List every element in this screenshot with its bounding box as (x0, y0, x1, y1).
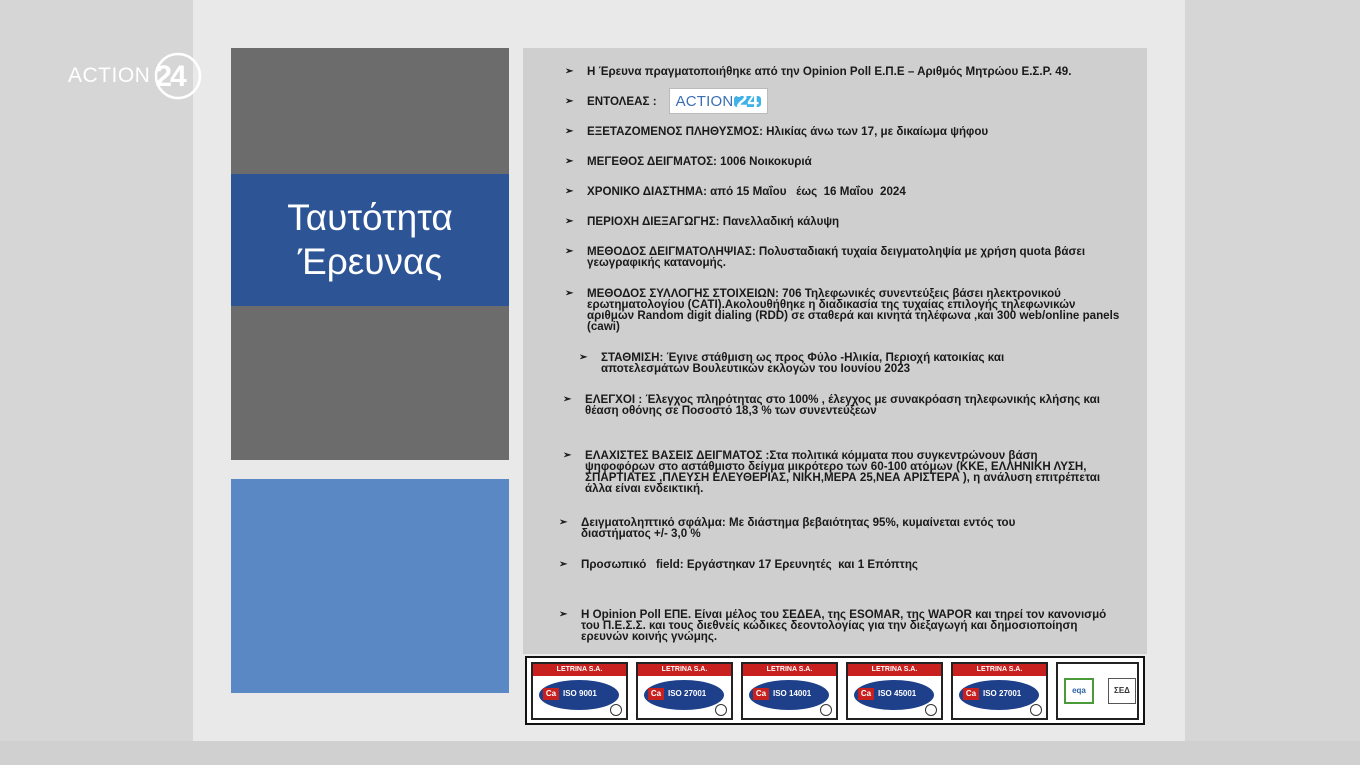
client-logo: ACTION 24 (669, 88, 768, 114)
list-item: ➢ ΜΕΘΟΔΟΣ ΣΥΛΛΟΓΗΣ ΣΤΟΙΧΕΙΩΝ: 706 Τηλεφωνικές συνεντεύξεις βάσει ηλεκτρονικού ερωτηματολογίου (CATI).Ακολουθήθηκε η διαδικασία της τυχαίας επιλογής τηλεφωνικών αριθμών Random digit dialing (RDD) σε σταθερά και κινητά τηλέφωνα ,και 300 web/online panels (cawi) (565, 287, 1120, 333)
list-item: ➢ ΕΞΕΤΑΖΟΜΕΝΟΣ ΠΛΗΘΥΣΜΟΣ: Ηλικίας άνω των 17, με δικαίωμα ψήφου (565, 125, 989, 138)
bullet-arrow-icon: ➢ (579, 352, 588, 363)
seal-icon (925, 704, 937, 716)
eqa-logo-icon: eqa (1064, 678, 1094, 704)
bullet-arrow-icon: ➢ (565, 288, 574, 299)
bullet-arrow-icon: ➢ (559, 559, 568, 570)
bullet-arrow-icon: ➢ (565, 156, 574, 167)
bottom-band (0, 741, 1360, 765)
decor-gray-bottom (231, 306, 509, 460)
certificate-badge: LETRINA S.A. Ca ISO 27001 (636, 662, 733, 720)
decor-light-blue (231, 479, 509, 693)
list-item: ➢ ΕΝΤΟΛΕΑΣ : ACTION 24 (565, 96, 1135, 114)
bullet-arrow-icon: ➢ (563, 450, 572, 461)
list-item: ➢ ΕΛΕΓΧΟΙ : Έλεγχος πληρότητας στο 100% , έλεγχος με συνακρόαση τηλεφωνικής κλήσης και θέαση οθόνης σε Ποσοστό 18,3 % των συνεντεύξεων (563, 393, 1100, 417)
seal-icon (610, 704, 622, 716)
list-item: ➢ Προσωπικό field: Εργάστηκαν 17 Ερευνητές και 1 Επόπτης (559, 558, 918, 571)
bullet-arrow-icon: ➢ (565, 96, 574, 107)
list-item: ➢ ΠΕΡΙΟΧΗ ΔΙΕΞΑΓΩΓΗΣ: Πανελλαδική κάλυψη (565, 215, 840, 228)
channel-logo-number: 24 (152, 50, 204, 102)
bullet-arrow-icon: ➢ (565, 126, 574, 137)
certificate-badge: LETRINA S.A. Ca ISO 9001 (531, 662, 628, 720)
list-item: ➢ Η Έρευνα πραγματοποιήθηκε από την Opinion Poll Ε.Π.Ε – Αριθμός Μητρώου Ε.Σ.Ρ. 49. (565, 65, 1072, 78)
list-item: ➢ ΧΡΟΝΙΚΟ ΔΙΑΣΤΗΜΑ: από 15 Μαΐου έως 16 Μαΐου 2024 (565, 185, 906, 198)
slide-title: Ταυτότητα Έρευνας (287, 197, 453, 282)
channel-logo-text: ACTION (68, 64, 151, 87)
certificate-badge: LETRINA S.A. Ca ISO 45001 (846, 662, 943, 720)
bullet-arrow-icon: ➢ (565, 186, 574, 197)
bullet-arrow-icon: ➢ (565, 66, 574, 77)
seal-icon (1030, 704, 1042, 716)
certifications-bar (525, 656, 1145, 725)
bullet-arrow-icon: ➢ (559, 517, 568, 528)
bullet-arrow-icon: ➢ (559, 609, 568, 620)
decor-gray-top (231, 48, 509, 174)
list-item: ➢ Η Opinion Poll ΕΠΕ. Είναι μέλος του ΣΕΔΕΑ, της ESOMAR, της WAPOR και τηρεί τον κανονισμό του Π.Ε.Σ.Σ. και τους διεθνείς κώδικες δεοντολογίας για την διεξαγωγή και δημοσιοποίηση ερευνών κοινής γνώμης. (559, 608, 1107, 643)
list-item: ➢ ΕΛΑΧΙΣΤΕΣ ΒΑΣΕΙΣ ΔΕΙΓΜΑΤΟΣ :Στα πολιτικά κόμματα που συγκεντρώνουν βάση ψηφοφόρων στο αστάθμιστο δείγμα μικρότερο των 60-100 ατόμων (ΚΚΕ, ΕΛΛΗΝΙΚΗ ΛΥΣΗ, ΣΠΑΡΤΙΑΤΕΣ ,ΠΛΕΥΣΗ ΕΛΕΥΘΕΡΙΑΣ, ΝΙΚΗ,ΜΕΡΑ 25,ΝΕΑ ΑΡΙΣΤΕΡΑ ), η ανάλυση επιτρέπεται άλλα είναι ενδεικτική. (563, 449, 1101, 495)
seal-icon (820, 704, 832, 716)
list-item: ➢ ΣΤΑΘΜΙΣΗ: Έγινε στάθμιση ως προς Φύλο -Ηλικία, Περιοχή κατοικίας και αποτελεσμάτων Βουλευτικών εκλογών του Ιουνίου 2023 (579, 351, 1005, 375)
title-block (231, 174, 509, 306)
list-item: ➢ ΜΕΘΟΔΟΣ ΔΕΙΓΜΑΤΟΛΗΨΙΑΣ: Πολυσταδιακή τυχαία δειγματοληψία με χρήση quota βάσει γεωγραφικής κατανομής. (565, 245, 1086, 269)
list-item: ➢ ΜΕΓΕΘΟΣ ΔΕΙΓΜΑΤΟΣ: 1006 Νοικοκυριά (565, 155, 812, 168)
bullet-arrow-icon: ➢ (565, 246, 574, 257)
certificate-badge: LETRINA S.A. Ca ISO 27001 (951, 662, 1048, 720)
bullet-arrow-icon: ➢ (565, 216, 574, 227)
sed-logo-icon: ΣΕΔ (1108, 678, 1136, 704)
channel-logo (68, 48, 204, 104)
certificate-badge: LETRINA S.A. Ca ISO 14001 (741, 662, 838, 720)
seal-icon (715, 704, 727, 716)
bullet-arrow-icon: ➢ (563, 394, 572, 405)
membership-badge (1056, 662, 1139, 720)
info-panel (523, 48, 1147, 654)
list-item: ➢ Δειγματοληπτικό σφάλμα: Με διάστημα βεβαιότητας 95%, κυμαίνεται εντός του διαστήματος +/- 3,0 % (559, 516, 1016, 540)
